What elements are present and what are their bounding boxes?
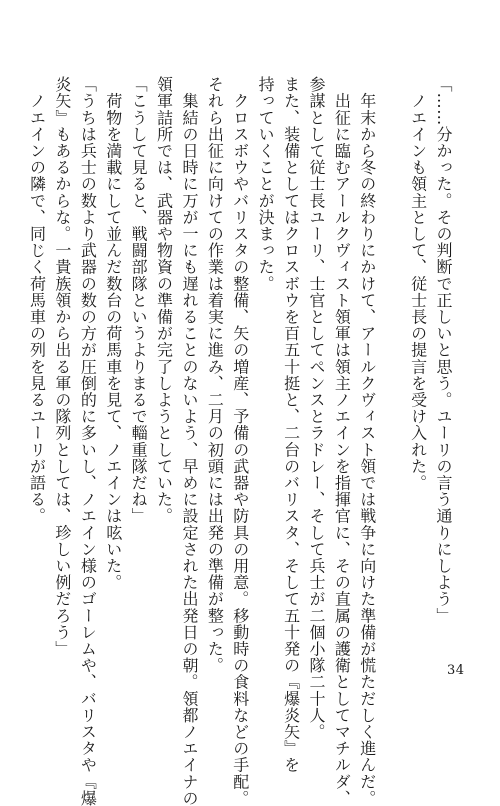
- text-line: ノエインの隣で、同じく荷馬車の列を見るユーリが語る。: [27, 76, 47, 525]
- text-line: 参謀として従士長ユーリ、士官としてペンスとラドレー、そして兵士が二個小隊二十人。: [306, 76, 326, 740]
- text-line: 集結の日時に万が一にも遅れることのないよう、早めに設定された出発日の朝。領都ノエイナの: [179, 76, 199, 806]
- text-line: 炎矢』もあるからな。一貴族領から出る軍の隊列としては、珍しい例だろう」: [52, 76, 72, 657]
- text-line: クロスボウやバリスタの整備、矢の増産、予備の武器や防具の用意。移動時の食料などの手配。: [230, 76, 250, 806]
- text-line: 「……分かった。その判断で正しいと思う。ユーリの言う通りにしよう」: [434, 76, 453, 624]
- text-line: それら出征に向けての作業は着実に進み、二月の初頭には出発の準備が整った。: [205, 76, 225, 674]
- text-line: 「こうして見ると、戦闘部隊というよりまるで輜重隊だね」: [129, 76, 149, 525]
- text-line: 荷物を満載にして並んだ数台の荷馬車を見て、ノエインは呟いた。: [103, 76, 123, 591]
- text-line: ノエインも領主として、従士長の提言を受け入れた。: [408, 76, 428, 491]
- text-line: 領軍詰所では、武器や物資の準備が完了しようとしていた。: [154, 76, 174, 525]
- text-line: 「うちは兵士の数より武器の数の方が圧倒的に多いし、ノエイン様のゴーレムや、バリスタや『爆: [78, 76, 98, 806]
- text-line: 持っていくことが決まった。: [256, 76, 276, 292]
- text-line: 年末から冬の終わりにかけて、アールクヴィスト領では戦争に向けた準備が慌ただしく進んだ。: [357, 76, 377, 806]
- text-line: 出征に臨むアールクヴィスト領軍は領主ノエインを指揮官に、その直属の護衛としてマチルダ、: [332, 76, 352, 806]
- page-number: 34: [447, 663, 465, 678]
- blank-line: [380, 76, 405, 636]
- text-line: また、装備としてはクロスボウを百五十挺と、二台のバリスタ、そして五十発の『爆炎矢』を: [281, 76, 301, 774]
